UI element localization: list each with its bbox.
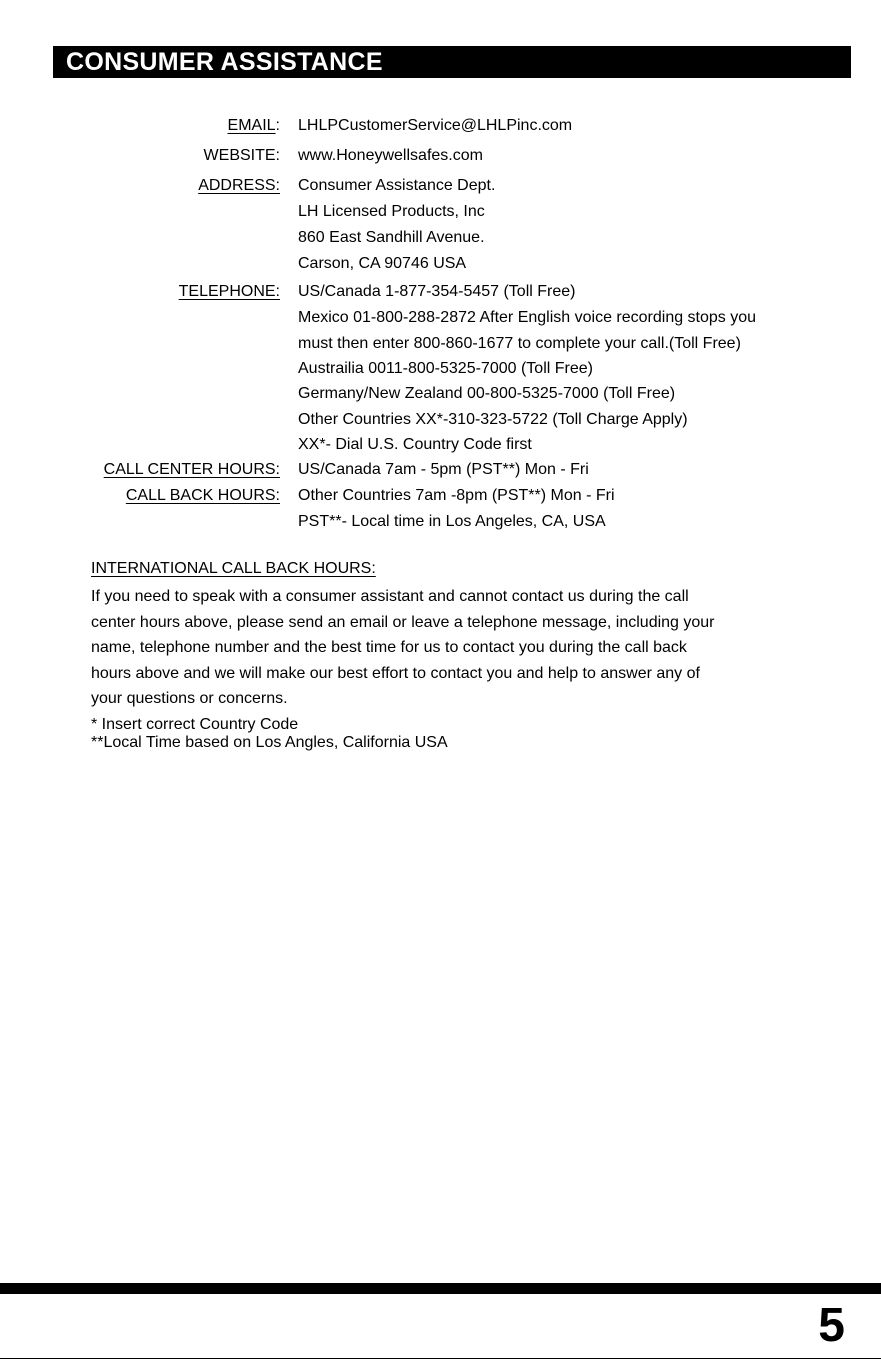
pst-note: PST**- Local time in Los Angeles, CA, USA bbox=[298, 513, 606, 530]
telephone-line: US/Canada 1-877-354-5457 (Toll Free) bbox=[298, 283, 576, 300]
website-value: www.Honeywellsafes.com bbox=[298, 147, 483, 164]
email-label-colon: : bbox=[275, 117, 280, 134]
paragraph-line: center hours above, please send an email or leave a telephone message, including your bbox=[91, 613, 715, 631]
telephone-line: Germany/New Zealand 00-800-5325-7000 (Toll Free) bbox=[298, 385, 676, 402]
page-title: CONSUMER ASSISTANCE bbox=[66, 48, 383, 76]
email-label-text: EMAIL bbox=[227, 117, 276, 134]
email-value: LHLPCustomerService@LHLPinc.com bbox=[298, 117, 573, 134]
address-line: Consumer Assistance Dept. bbox=[298, 177, 496, 194]
website-label: WEBSITE: bbox=[203, 147, 280, 164]
page-number: 5 bbox=[818, 1299, 845, 1352]
call-center-hours-value: US/Canada 7am - 5pm (PST**) Mon - Fri bbox=[298, 461, 589, 478]
address-label: ADDRESS: bbox=[198, 177, 280, 194]
telephone-line: must then enter 800-860-1677 to complete your call.(Toll Free) bbox=[298, 335, 741, 352]
header-bar bbox=[53, 46, 851, 78]
telephone-line: XX*- Dial U.S. Country Code first bbox=[298, 436, 532, 453]
paragraph-line: name, telephone number and the best time for us to contact you during the call back bbox=[91, 639, 687, 656]
address-line: Carson, CA 90746 USA bbox=[298, 255, 467, 272]
paragraph-line: hours above and we will make our best effort to contact you and help to answer any of bbox=[91, 664, 700, 682]
address-line: LH Licensed Products, Inc bbox=[298, 203, 485, 220]
paragraph-line: If you need to speak with a consumer assistant and cannot contact us during the call bbox=[91, 588, 689, 605]
telephone-line: Mexico 01-800-288-2872 After English voice recording stops you bbox=[298, 309, 757, 326]
international-title: INTERNATIONAL CALL BACK HOURS: bbox=[91, 560, 376, 577]
local-time-note: **Local Time based on Los Angles, California USA bbox=[91, 734, 448, 751]
call-back-hours-label: CALL BACK HOURS: bbox=[125, 487, 280, 504]
address-line: 860 East Sandhill Avenue. bbox=[298, 229, 485, 246]
call-center-hours-label: CALL CENTER HOURS: bbox=[103, 461, 280, 478]
email-label bbox=[228, 117, 280, 135]
footer-bottom-line bbox=[0, 1358, 881, 1359]
country-code-note: * Insert correct Country Code bbox=[91, 716, 299, 733]
telephone-line: Other Countries XX*-310-323-5722 (Toll Charge Apply) bbox=[298, 411, 688, 428]
telephone-line: Austrailia 0011-800-5325-7000 (Toll Free) bbox=[298, 360, 593, 377]
international-paragraph bbox=[91, 584, 791, 712]
footer-rule bbox=[0, 1283, 881, 1294]
call-back-hours-value: Other Countries 7am -8pm (PST**) Mon - Fri bbox=[298, 487, 615, 504]
paragraph-line: your questions or concerns. bbox=[91, 690, 288, 707]
telephone-label: TELEPHONE: bbox=[178, 283, 280, 300]
